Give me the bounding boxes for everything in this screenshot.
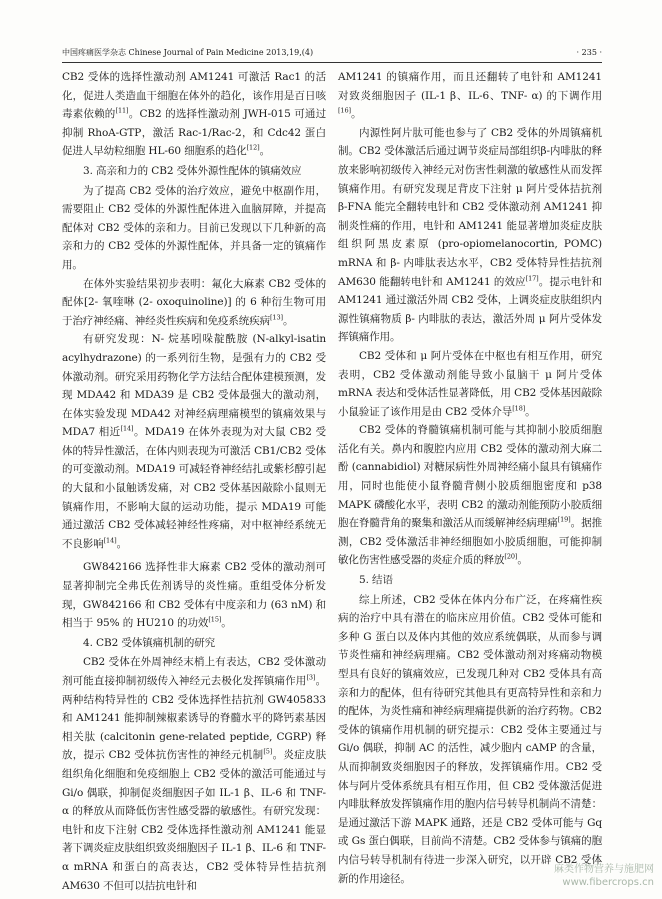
citation-ref: [16]: [338, 106, 351, 115]
paragraph: [62, 330, 326, 553]
watermark: [554, 863, 654, 889]
citation-ref: [17]: [525, 274, 539, 283]
citation-ref: [14]: [120, 424, 134, 433]
text-run: 。: [116, 537, 127, 550]
text-run: 。: [259, 145, 270, 158]
text-run: 。提示电针和 AM1241 通过激活外周 CB2 受体，上调炎症皮肤组织内源性镇痛物质 β- 内啡肽的表达，激活外周 μ 阿片受体发挥镇痛作用。: [338, 275, 602, 344]
text-run: GW842166 选择性非大麻素 CB2 受体的激动剂可显著抑制完全弗氏佐剂诱导的炎性痛。重组受体分析发现，GW842166 和 CB2 受体有中度亲和力 (63 nM) 和相当于 95% 的 HU210 的功效: [62, 561, 326, 630]
citation-ref: [13]: [270, 313, 283, 322]
watermark-line2: www.fibercrops.cn: [562, 877, 654, 888]
text-run: CB2 受体和 μ 阿片受体在中枢也有相互作用，研究表明，CB2 受体激动剂能导致小鼠脑干 μ 阿片受体 mRNA 表达和受体活性显著降低，用 CB2 受体基因敲除小鼠验证了该作用是由 CB2 受体介导: [338, 349, 602, 418]
text-run: AM1241 的镇痛作用，而且还翻转了电针和 AM1241 对致炎细胞因子 (IL-1 β、IL-6、TNF- α) 的下调作用: [338, 71, 602, 102]
text-run: 内源性阿片肽可能也参与了 CB2 受体的外周镇痛机制。CB2 受体激活后通过调节炎症局部组织β-内啡肽的释放来影响初级传入神经元对伤害性刺激的敏感性从而发挥镇痛作用。有研究发现足背皮下注射 μ 阿片受体拮抗剂 β-FNA 能完全翻转电针和 CB2 受体激动剂 AM1241 抑制炎性痛的作用，电针和 AM1241 能显著增加炎症皮肤组织阿黑皮素原 (pro-opiomelanocortin, POMC) mRNA 和 β- 内啡肽表达水平，CB2 受体特异性拮抗剂 AM630 能翻转电针和 AM1241 的效应: [338, 126, 602, 288]
text-run: 4. CB2 受体镇痛机制的研究: [83, 636, 216, 649]
text-run: 。MDA19 在体外表现为对大鼠 CB2 受体的特异性激活，在体内则表现为可激活 CB1/CB2 受体的可变激动剂。MDA19 可减轻脊神经结扎或紫杉醇引起的大鼠和小鼠触诱发痛，对 CB2 受体基因敲除小鼠则无镇痛作用，不影响大鼠的运动功能，提示 MDA19 可能通过激活 CB2 受体减轻神经性疼痛，对中枢神经系统无不良影响: [62, 426, 327, 550]
text-run: 。两种结构特异性的 CB2 受体选择性拮抗剂 GW405833 和 AM1241 能抑制辣椒素诱导的脊髓水平的降钙素基因相关肽 (calcitonin gene-related peptide, CGRP) 释放，提示 CB2 受体抗伤害性的神经元机制: [62, 675, 327, 762]
text-run: CB2 受体的脊髓镇痛机制可能与其抑制小胶质细胞活化有关。鼻内和腹腔内应用 CB2 受体的激动剂大麻二酚 (cannabidiol) 对糖尿病性外周神经痛小鼠具有镇痛作用，同时也能使小鼠脊髓背侧小胶质细胞密度和 p38 MAPK 磷酸化水平，表明 CB2 的激动剂能预防小胶质细胞在脊髓背角的聚集和激活从而缓解神经病理痛: [338, 424, 602, 530]
right-column: [338, 68, 602, 888]
paragraph: [62, 275, 326, 331]
text-run: 5. 结语: [359, 574, 393, 587]
page-number: · 235 ·: [576, 48, 602, 57]
journal-title: 中国疼痛医学杂志 Chinese Journal of Pain Medicine 2013,19,(4): [62, 48, 314, 57]
paragraph: [338, 421, 602, 570]
section-heading: [338, 571, 602, 590]
citation-ref: [15]: [208, 615, 222, 624]
text-run: 综上所述，CB2 受体在体内分布广泛，在疼痛性疾病的治疗中具有潜在的临床应用价值。CB2 受体可能和多种 G 蛋白以及体内其他的效应系统偶联，从而参与调节炎性痛和神经病理痛。CB2 受体激动剂对疼痛动物模型具有良好的镇痛效应，已发现几种对 CB2 受体具有高亲和力的配体，但有待研究其他具有更高特异性和亲和力的配体，为炎性痛和神经病理痛提供新的治疗药物。CB2 受体的镇痛作用机制的研究提示：CB2 受体主要通过与 Gi/o 偶联，抑制 AC 的活性，减少胞内 cAMP 的含量，从而抑制致炎细胞因子的释放，发挥镇痛作用。CB2 受体与阿片受体系统具有相互作用，但 CB2 受体激活促进内啡肽释放发挥镇痛作用的胞内信号转导机制尚不清楚：是通过激活下游 MAPK 通路，还是 CB2 受体可能与 Gq 或 Gs 蛋白偶联，目前尚不清楚。CB2 受体参与镇痛的胞内信号转导机制有待进一步深入研究，以开辟 CB2 受体新的作用途径。: [338, 593, 602, 885]
text-run: 3. 高亲和力的 CB2 受体外源性配体的镇痛效应: [83, 164, 302, 177]
citation-ref: [20]: [504, 552, 518, 561]
citation-ref: [5]: [263, 747, 273, 756]
left-column: [62, 68, 326, 895]
text-run: CB2 受体在外周神经末梢上有表达，CB2 受体激动剂可能直接抑制初级传入神经元去极化发挥镇痛作用: [62, 656, 326, 687]
text-run: 。: [282, 314, 294, 327]
citation-ref: [11]: [115, 106, 129, 115]
paragraph: [338, 347, 602, 421]
paragraph: [338, 124, 602, 347]
paragraph: [62, 653, 326, 895]
paragraph-continued: [62, 68, 326, 161]
citation-ref: [19]: [557, 515, 571, 524]
text-run: 。: [350, 108, 362, 121]
text-run: 。CB2 的选择性激动剂 JWH-015 可通过抑制 RhoA-GTP，激活 Rac-1/Rac-2，和 Cdc42 蛋白促进人早幼粒细胞 HL-60 细胞系的趋化: [62, 108, 326, 158]
paragraph-continued: [338, 68, 602, 124]
running-header: [62, 46, 602, 63]
text-run: 有研究发现：N- 烷基吲哚靛酰胺 (N-alkyl-isatin acylhydrazone) 的一系列衍生物，是强有力的 CB2 受体激动剂。研究采用药物化学方法结合配体建模预测，发现 MDA42 和 MDA39 是 CB2 受体最强大的激动剂，在体实验发现 MDA42 对神经病理痛模型的镇痛效果与 MDA7 相近: [62, 333, 326, 439]
text-run: 。: [525, 405, 536, 418]
section-heading: [62, 634, 326, 653]
citation-ref: [3]: [306, 673, 316, 682]
paragraph: [62, 558, 326, 632]
text-run: 。据推测，CB2 受体激活非神经细胞如小胶质细胞，可能抑制敏化伤害性感受器的炎症介质的释放: [338, 517, 603, 567]
text-run: CB2 受体的选择性激动剂 AM1241 可激活 Rac1 的活化，促进人类造血干细胞在体外的趋化，该作用是百日咳毒素依赖的: [62, 71, 326, 121]
section-heading: [62, 162, 326, 181]
text-run: 。炎症皮肤组织角化细胞和免疫细胞上 CB2 受体的激活可能通过与 Gi/o 偶联，抑制促炎细胞因子如 IL-1 β、IL-6 和 TNF- α 的释放从而降低伤害性感受器的敏感性。有研究发现：电针和皮下注射 CB2 受体选择性激动剂 AM1241 能显著下调炎症皮肤组织致炎细胞因子 IL-1 β、IL-6 和 TNF- α mRNA 和蛋白的高表达，CB2 受体特异性拮抗剂 AM630 不但可以拮抗电针和: [62, 749, 327, 892]
citation-ref: [14]: [103, 536, 117, 545]
paragraph: [62, 182, 326, 275]
paragraph: [338, 591, 602, 889]
text-run: 。: [221, 617, 232, 630]
watermark-line1: 麻类作物营养与施肥网: [554, 864, 654, 875]
text-run: 在体外实验结果初步表明：氟化大麻素 CB2 受体的配体[2- 氧喹啉 (2- oxoquinoline)] 的 6 种衍生物可用于治疗神经痛、神经炎性疾病和免疫系统疾病: [62, 277, 326, 327]
citation-ref: [12]: [246, 143, 260, 152]
citation-ref: [18]: [512, 404, 526, 413]
text-run: 为了提高 CB2 受体的治疗效应，避免中枢副作用，需要阻止 CB2 受体的外源性配体进入血脑屏障，并提高配体对 CB2 受体的亲和力。目前已发现以下几种新的高亲和力的 CB2 受体的外源性配体，并具备一定的镇痛作用。: [62, 184, 326, 271]
text-run: 。: [517, 554, 528, 567]
